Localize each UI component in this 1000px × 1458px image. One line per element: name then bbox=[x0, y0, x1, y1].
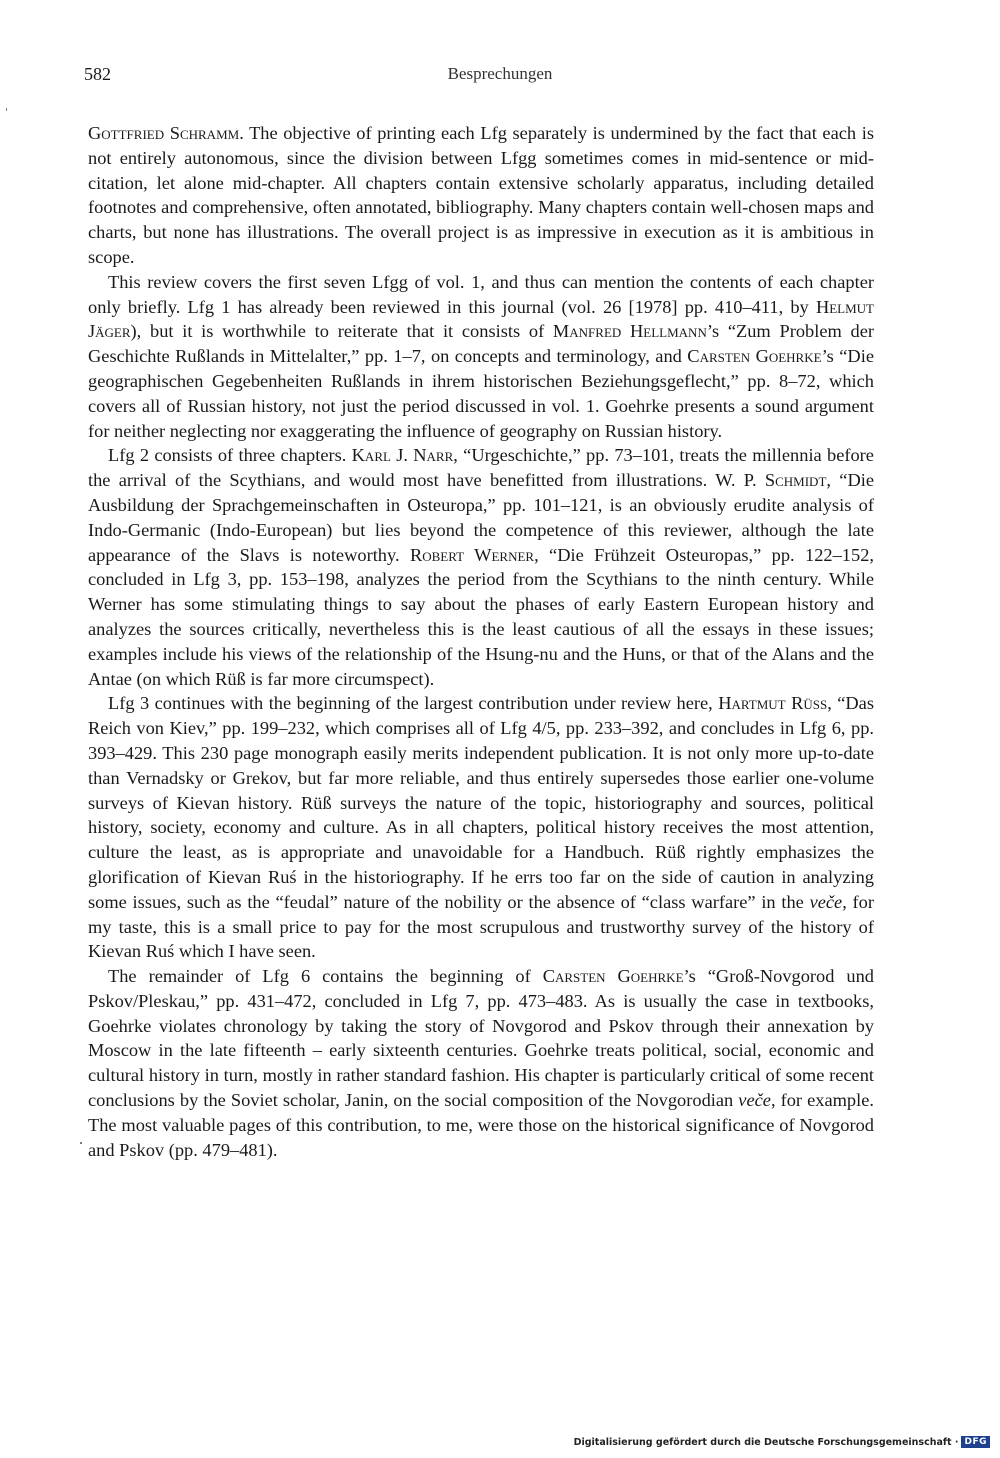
text-run: . The objective of printing each Lfg separately is undermined by the fact that each is not entirely autonomous, since the division between Lfgg sometimes comes in mid-sentence or mid-citation, let alone mid-chapter. All chapters contain extensive scholarly apparatus, including detailed footnotes and comprehensive, often annotated, bibliography. Many chapters contain well-chosen maps and charts, but none has illustrations. The overall project is as impressive in execution as it is ambitious in scope. bbox=[88, 123, 874, 267]
text-run: ’s “Zum Problem der Geschichte Rußlands in Mittelalter,” pp. 1–7, on concepts and terminology, and bbox=[88, 321, 874, 367]
text-run: , for my taste, this is a small price to pay for the most scrupulous and trustworthy survey of the history of Kievan Ruś which I have seen. bbox=[88, 891, 874, 962]
scan-speck bbox=[80, 1142, 82, 1144]
text-run: Lfg 3 continues with the beginning of the largest contribution under review here, bbox=[108, 693, 719, 714]
author-name: Manfred Hellmann bbox=[552, 321, 707, 342]
italic-term: veče bbox=[809, 891, 843, 912]
author-name: Gottfried Schramm bbox=[88, 123, 240, 143]
paragraph bbox=[88, 121, 874, 270]
text-run: ’s “Groß-Novgorod und Pskov/Pleskau,” pp. 431–472, concluded in Lfg 7, pp. 473–483. As is usually the case in textbooks, Goehrke violates chronology by taking the story of Novgorod and Pskov through their annexation by Moscow in the late fifteenth – early sixteenth centuries. Goehrke treats political, social, economic and cultural history in turn, mostly in rather standard fashion. His chapter is particularly critical of some recent conclusions by the Soviet scholar, Janin, on the social composition of the Novgorodian bbox=[88, 966, 874, 1111]
text-run: ), but it is worthwhile to reiterate that it consists of bbox=[130, 321, 553, 342]
scan-speck bbox=[6, 108, 7, 111]
paragraph bbox=[88, 443, 874, 691]
author-name: Schmidt bbox=[764, 470, 827, 491]
italic-term: veče bbox=[738, 1090, 771, 1111]
body-text bbox=[88, 121, 874, 1162]
text-run: , “Das Reich von Kiev,” pp. 199–232, which comprises all of Lfg 4/5, pp. 233–392, and concludes in Lfg 6, pp. 393–429. This 230 page monograph easily merits independent publication. It is not only more up-to-date than Vernadsky or Grekov, but far more reliable, and thus entirely supersedes those earlier one-volume surveys of Kievan history. Rüß surveys the nature of the topic, historiography and sources, political history, society, economy and culture. As in all chapters, political history receives the most attention, culture the least, as is appropriate and unavoidable for a Handbuch. Rüß rightly emphasizes the glorification of Kievan Ruś in the historiography. If he errs too far on the side of caution in analyzing some issues, such as the “feudal” nature of the nobility or the absence of “class warfare” in the bbox=[88, 693, 874, 912]
footer-credit bbox=[574, 1436, 990, 1448]
text-run: , “Die Ausbildung der Sprachgemeinschaften in Osteuropa,” pp. 101–121, is an obviously erudite analysis of Indo-Germanic (Indo-European) but lies beyond the competence of this reviewer, although the late appearance of the Slavs is noteworthy. bbox=[88, 470, 874, 565]
author-name: Karl J. Narr bbox=[351, 445, 454, 466]
running-head: Besprechungen bbox=[447, 64, 553, 83]
paragraph bbox=[88, 691, 874, 964]
paragraph bbox=[88, 964, 874, 1162]
author-name: Robert Werner bbox=[409, 544, 535, 565]
text-run: , for example. The most valuable pages of this contribution, to me, were those on the historical significance of Novgorod and Pskov (pp. 479–481). bbox=[88, 1090, 874, 1160]
text-run: Lfg 2 consists of three chapters. bbox=[108, 445, 352, 466]
dfg-logo-icon: DFG bbox=[961, 1436, 990, 1448]
footer-text: Digitalisierung gefördert durch die Deutsche Forschungsgemeinschaft · bbox=[573, 1436, 959, 1448]
text-run: , “Urgeschichte,” pp. 73–101, treats the millennia before the arrival of the Scythians, and would most have benefitted from illustrations. W. P. bbox=[88, 445, 874, 491]
author-name: Carsten Goehrke bbox=[542, 966, 684, 987]
text-run: The remainder of Lfg 6 contains the beginning of bbox=[108, 966, 543, 987]
text-run: This review covers the first seven Lfgg of vol. 1, and thus can mention the contents of each chapter only briefly. Lfg 1 has already been reviewed in this journal (vol. 26 [1978] pp. 410–411, by bbox=[88, 271, 874, 317]
paragraph bbox=[88, 270, 874, 444]
text-run: ’s “Die geographischen Gegebenheiten Rußlands in ihrem historischen Beziehungsgeflecht,” pp. 8–72, which covers all of Russian history, not just the period discussed in vol. 1. Goehrke presents a sound argument for neither neglecting nor exaggerating the influence of geography on Russian history. bbox=[88, 346, 874, 441]
author-name: Hartmut Rüss bbox=[718, 693, 828, 714]
author-name: Helmut Jäger bbox=[88, 296, 874, 342]
author-name: Carsten Goehrke bbox=[687, 346, 822, 367]
page-number: 582 bbox=[84, 64, 111, 84]
text-run: , “Die Frühzeit Osteuropas,” pp. 122–152, concluded in Lfg 3, pp. 153–198, analyzes the period from the Scythians to the ninth century. While Werner has some stimulating things to say about the phases of early Eastern European history and analyzes the sources critically, nevertheless this is the least cautious of all the essays in these issues; examples include his views of the relationship of the Hsung-nu and the Huns, or that of the Alans and the Antae (on which Rüß is far more circumspect). bbox=[88, 544, 874, 689]
